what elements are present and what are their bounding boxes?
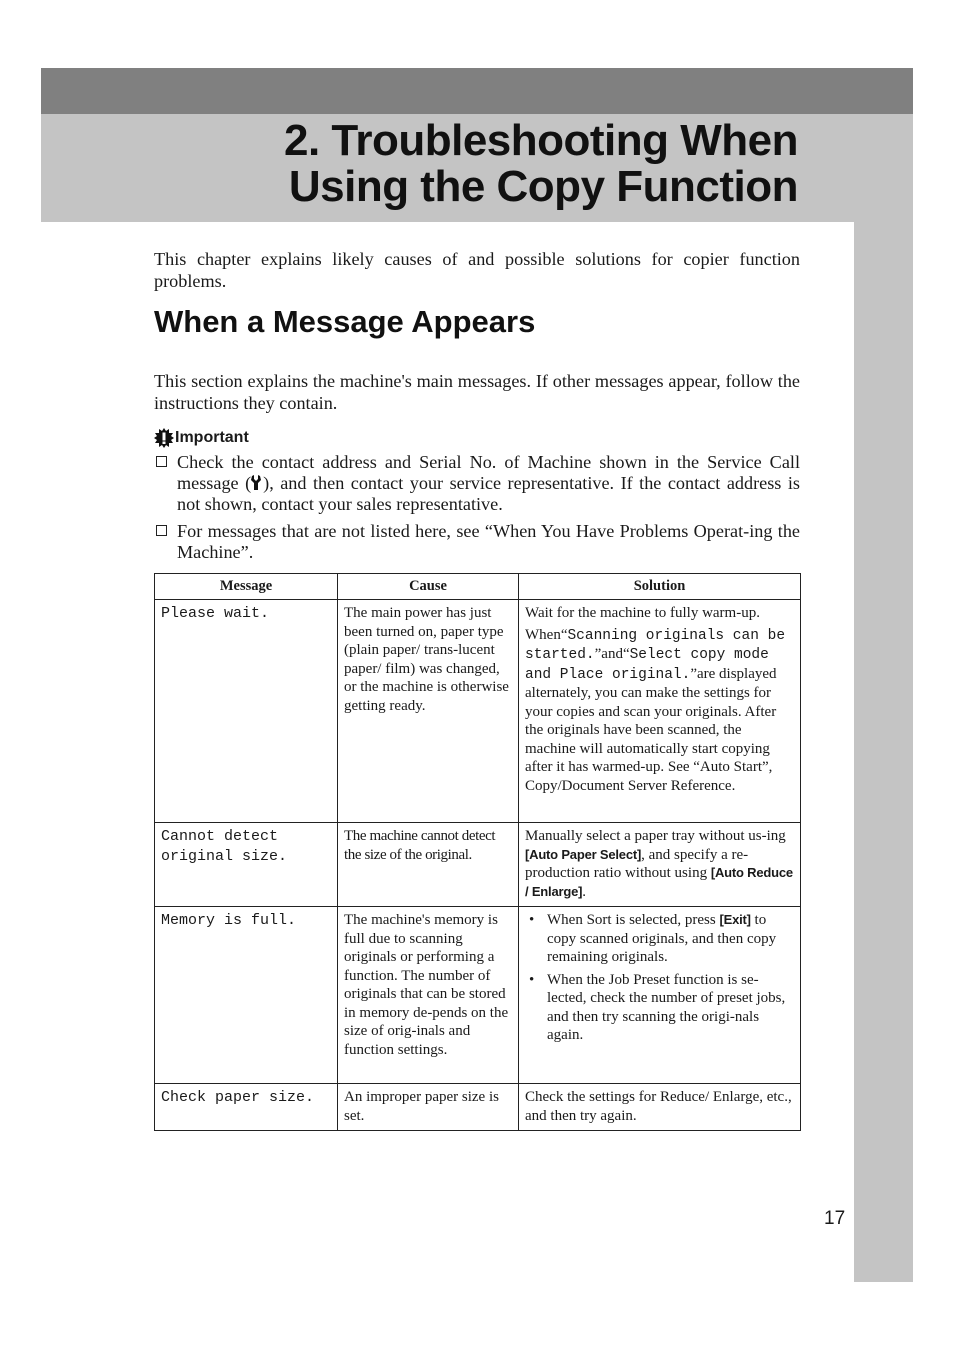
solution-text: . xyxy=(582,883,586,900)
column-header-message: Message xyxy=(155,574,338,600)
table-header-row xyxy=(155,574,801,600)
chapter-title-line1: 2. Troubleshooting When xyxy=(283,116,798,165)
important-item xyxy=(154,452,800,515)
cause-cell: An improper paper size is set. xyxy=(338,1084,519,1131)
important-list xyxy=(154,452,800,569)
checkbox-bullet-icon xyxy=(156,525,167,536)
solution-list xyxy=(525,911,794,1045)
auto-reduce-enlarge-key: [Auto Reduce / Enlarge] xyxy=(525,865,793,899)
important-label: Important xyxy=(175,429,249,446)
column-header-solution: Solution xyxy=(519,574,801,600)
solution-paragraph xyxy=(525,626,794,796)
solution-text: When Sort is selected, press xyxy=(547,912,720,928)
solution-cell xyxy=(519,823,801,907)
messages-table xyxy=(154,573,801,1131)
section-intro: This section explains the machine's main messages. If other messages appear, follow the instructions they contain. xyxy=(154,371,800,413)
message-cell: Cannot detect original size. xyxy=(155,823,338,907)
table-row xyxy=(155,1084,801,1131)
important-heading xyxy=(154,428,249,448)
cause-cell: The machine's memory is full due to scanning originals or performing a function. The number of originals that can be stored in memory de-pends on the size of orig-inals and function settings. xyxy=(338,907,519,1084)
solution-text: to copy scanned originals, and then copy remaining originals. xyxy=(547,912,777,965)
exit-key: [Exit] xyxy=(719,912,751,927)
message-cell: Please wait. xyxy=(155,600,338,823)
auto-paper-select-key: [Auto Paper Select] xyxy=(525,846,642,862)
solution-text: ”are displayed alternately, you can make the settings for your copies and scan your originals. After the originals have been scanned, the machine will automatically start copying after it has warmed-up. See “Auto Start”, Copy/Document Server Reference. xyxy=(525,665,777,794)
column-header-cause: Cause xyxy=(338,574,519,600)
message-cell: Memory is full. xyxy=(155,907,338,1084)
solution-cell xyxy=(519,907,801,1084)
solution-text: When“ xyxy=(525,626,568,643)
solution-message-ref: Select copy mode and Place original. xyxy=(525,647,769,683)
table-row xyxy=(155,600,801,823)
header-dark-band xyxy=(41,68,913,114)
solution-line: Wait for the machine to fully warm-up. xyxy=(525,605,760,621)
table-row xyxy=(155,823,801,907)
section-heading: When a Message Appears xyxy=(154,304,536,339)
solution-cell: Check the settings for Reduce/ Enlarge, etc., and then try again. xyxy=(519,1084,801,1131)
important-item-text: For messages that are not listed here, see “When You Have Problems Operat-ing the Machine”. xyxy=(177,521,800,562)
important-item-text-a: Check the contact address and Serial No. of Machine shown in the Service Call message ( xyxy=(177,452,800,493)
page-number: 17 xyxy=(824,1208,846,1229)
chapter-title-line2: Using the Copy Function xyxy=(288,162,798,211)
important-icon xyxy=(154,428,174,448)
solution-cell xyxy=(519,600,801,823)
message-cell: Check paper size. xyxy=(155,1084,338,1131)
solution-text: , and specify a re-production ratio without using xyxy=(525,846,749,881)
solution-text: Manually select a paper tray without us-ing xyxy=(525,828,786,844)
solution-message-ref: Scanning originals can be started. xyxy=(525,627,786,663)
cause-cell: The machine cannot detect the size of the original. xyxy=(338,823,519,907)
chapter-side-tab xyxy=(854,222,913,1282)
chapter-intro: This chapter explains likely causes of and possible solutions for copier function problems. xyxy=(154,249,800,291)
chapter-title xyxy=(198,118,798,210)
service-call-wrench-icon xyxy=(251,474,263,491)
solution-list-item xyxy=(547,911,794,967)
solution-text: ”and“ xyxy=(594,646,630,662)
important-item-text-b: ), and then contact your service representative. If the contact address is not shown, contact your sales representative. xyxy=(177,473,800,514)
important-item xyxy=(154,521,800,563)
cause-cell: The main power has just been turned on, paper type (plain paper/ trans-lucent paper/ film) was changed, or the machine is otherwise getting ready. xyxy=(338,600,519,823)
checkbox-bullet-icon xyxy=(156,456,167,467)
table-row xyxy=(155,907,801,1084)
solution-list-item: • When the Job Preset function is se-lected, check the number of preset jobs, and then try scanning the origi-nals again. xyxy=(547,971,794,1045)
